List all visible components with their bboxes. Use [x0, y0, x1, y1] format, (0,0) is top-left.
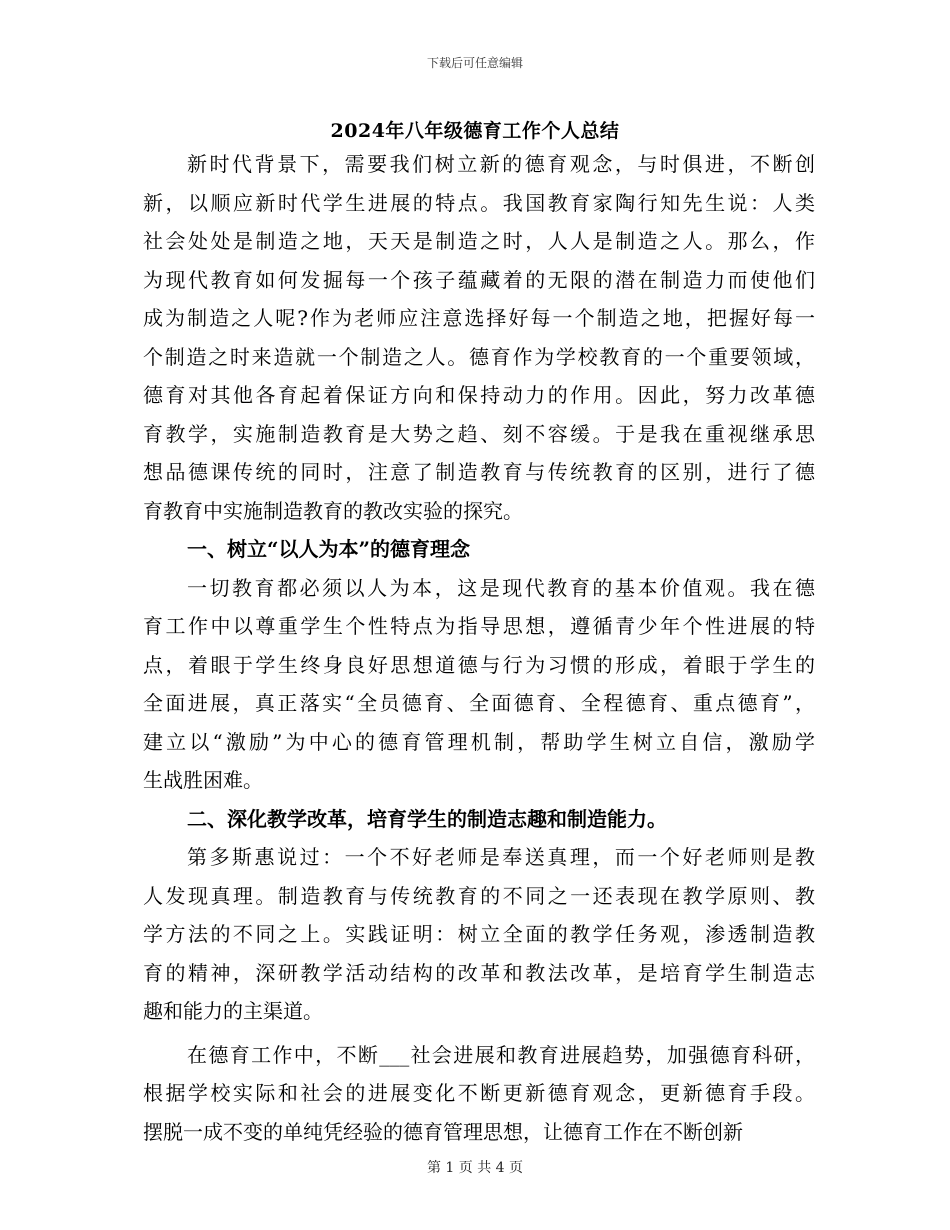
paragraph-line: 全面进展，真正落实“全员德育、全面德育、全程德育、重点德育”，: [143, 691, 815, 715]
paragraph-line: 一切教育都必须以人为本，这是现代教育的基本价值观。我在德: [187, 575, 815, 600]
paragraph-line: 第多斯惠说过：一个不好老师是奉送真理，而一个好老师则是教: [187, 845, 815, 869]
paragraph-line: 个制造之时来造就一个制造之人。德育作为学校教育的一个重要领域，: [143, 344, 815, 369]
heading-line: 一、树立“以人为本”的德育理念: [187, 537, 471, 561]
section-heading: [143, 530, 815, 569]
paragraph-line: 育的精神，深研教学活动结构的改革和教法改革，是培育学生制造志: [143, 960, 815, 985]
paragraph-line: 建立以“激励”为中心的德育管理机制，帮助学生树立自信，激励学: [143, 729, 815, 754]
section-heading: [143, 800, 815, 839]
paragraph-line: 摆脱一成不变的单纯凭经验的德育管理思想，让德育工作在不断创新: [143, 1119, 743, 1144]
paragraph-line: 新，以顺应新时代学生进展的特点。我国教育家陶行知先生说：人类: [143, 190, 815, 215]
paragraph-line: 新时代背景下，需要我们树立新的德育观念，与时俱进，不断创: [187, 152, 815, 176]
page-header-note: 下载后可任意编辑: [426, 56, 523, 70]
paragraph: [143, 569, 815, 800]
paragraph-line: 在德育工作中，不断___社会进展和教育进展趋势，加强德育科研，: [187, 1042, 815, 1067]
document-body: [143, 145, 815, 1151]
paragraph-line: 为现代教育如何发掘每一个孩子蕴藏着的无限的潜在制造力而使他们: [143, 267, 815, 292]
heading-line: 二、深化教学改革，培育学生的制造志趣和制造能力。: [187, 806, 667, 831]
paragraph-line: 学方法的不同之上。实践证明：树立全面的教学任务观，渗透制造教: [143, 922, 815, 946]
paragraph: [143, 1036, 815, 1152]
paragraph-line: 育教学，实施制造教育是大势之趋、刻不容缓。于是我在重视继承思: [143, 421, 815, 446]
paragraph-line: 成为制造之人呢?作为老师应注意选择好每一个制造之地，把握好每一: [143, 306, 815, 330]
paragraph-line: 社会处处是制造之地，天天是制造之时，人人是制造之人。那么，作: [143, 229, 815, 253]
paragraph-line: 根据学校实际和社会的进展变化不断更新德育观念，更新德育手段。: [143, 1081, 815, 1105]
paragraph: [143, 145, 815, 530]
paragraph-line: 趣和能力的主渠道。: [143, 999, 323, 1023]
paragraph-line: 想品德课传统的同时，注意了制造教育与传统教育的区别，进行了德: [143, 460, 815, 484]
page-footer: 第 1 页 共 4 页: [426, 1160, 524, 1176]
document-title: 2024年八年级德育工作个人总结: [330, 120, 620, 142]
paragraph: [143, 838, 815, 1031]
paragraph-line: 点，着眼于学生终身良好思想道德与行为习惯的形成，着眼于学生的: [143, 652, 815, 677]
paragraph-line: 育工作中以尊重学生个性特点为指导思想，遵循青少年个性进展的特: [143, 614, 815, 638]
paragraph-line: 德育对其他各育起着保证方向和保持动力的作用。因此，努力改革德: [143, 383, 815, 407]
paragraph-line: 育教育中实施制造教育的教改实验的探究。: [143, 498, 523, 523]
paragraph-line: 人发现真理。制造教育与传统教育的不同之一还表现在教学原则、教: [143, 883, 815, 908]
paragraph-line: 生战胜困难。: [143, 768, 263, 792]
